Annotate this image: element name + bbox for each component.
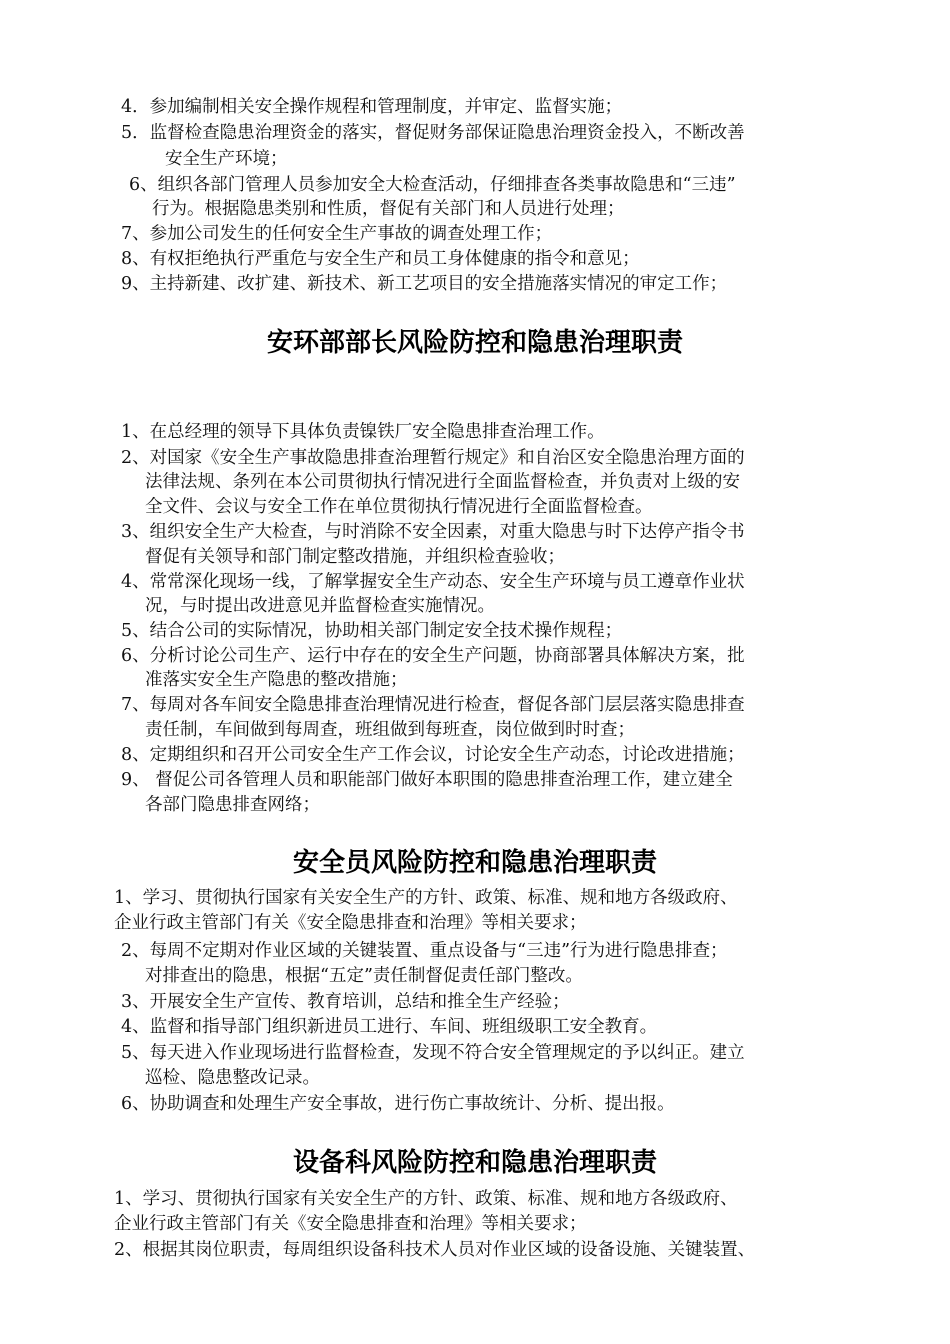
section-title-safety-dept-head: 安环部部长风险防控和隐患治理职责 <box>266 328 683 358</box>
s3-item-2: 2、根据其岗位职责，每周组织设备科技术人员对作业区域的设备设施、关键装置、 <box>114 1240 756 1260</box>
s2-item-2-cont: 对排查出的隐患，根据“五定”责任制督促责任部门整改。 <box>145 966 583 986</box>
s2-item-2: 2、每周不定期对作业区域的关键装置、重点设备与“三违”行为进行隐患排查； <box>121 941 728 961</box>
s0-item-9: 9、主持新建、改扩建、新技术、新工艺项目的安全措施落实情况的审定工作； <box>121 274 728 294</box>
s1-item-2: 2、对国家《安全生产事故隐患排查治理暂行规定》和自治区安全隐患治理方面的 <box>121 448 745 468</box>
s0-item-5-cont: 安全生产环境； <box>165 149 288 169</box>
s1-item-4-cont: 况，与时提出改进意见并监督检查实施情况。 <box>145 596 495 616</box>
s0-item-6-cont: 行为。根据隐患类别和性质，督促有关部门和人员进行处理； <box>152 199 625 219</box>
s1-item-6: 6、分析讨论公司生产、运行中存在的安全生产问题，协商部署具体解决方案，批 <box>121 646 745 666</box>
s1-item-7-cont: 责任制，车间做到每周查，班组做到每班查，岗位做到时时查； <box>145 720 635 740</box>
s1-item-4: 4、常常深化现场一线，了解掌握安全生产动态、安全生产环境与员工遵章作业状 <box>121 572 745 592</box>
s1-item-3: 3、组织安全生产大检查，与时消除不安全因素，对重大隐患与时下达停产指令书 <box>121 522 745 542</box>
s0-item-7: 7、参加公司发生的任何安全生产事故的调查处理工作； <box>121 224 553 244</box>
s0-item-5: 5．监督检查隐患治理资金的落实，督促财务部保证隐患治理资金投入，不断改善 <box>121 123 745 143</box>
s1-item-9-cont: 各部门隐患排查网络； <box>145 795 320 815</box>
s0-item-6: 6、组织各部门管理人员参加安全大检查活动，仔细排查各类事故隐患和“三违” <box>129 175 736 195</box>
s2-item-6: 6、协助调查和处理生产安全事故，进行伤亡事故统计、分析、提出报。 <box>121 1094 675 1114</box>
s0-item-8: 8、有权拒绝执行严重危与安全生产和员工身体健康的指令和意见； <box>121 249 640 269</box>
section-title-equipment-dept: 设备科风险防控和隐患治理职责 <box>292 1148 657 1178</box>
s3-item-1-cont: 企业行政主管部门有关《安全隐患排查和治理》等相关要求； <box>114 1214 587 1234</box>
s1-item-7: 7、每周对各车间安全隐患排查治理情况进行检查，督促各部门层层落实隐患排查 <box>121 695 745 715</box>
s2-item-5: 5、每天进入作业现场进行监督检查，发现不符合安全管理规定的予以纠正。建立 <box>121 1043 745 1063</box>
s1-item-2-cont: 法律法规、条列在本公司贯彻执行情况进行全面监督检查，并负责对上级的安 <box>145 472 740 492</box>
s1-item-6-cont: 准落实安全生产隐患的整改措施； <box>145 670 408 690</box>
s1-item-9: 9、 督促公司各管理人员和职能部门做好本职围的隐患排查治理工作，建立建全 <box>121 770 733 790</box>
s2-item-1: 1、学习、贯彻执行国家有关安全生产的方针、政策、标准、规和地方各级政府、 <box>114 888 738 908</box>
s2-item-5-cont: 巡检、隐患整改记录。 <box>145 1068 320 1088</box>
s3-item-1: 1、学习、贯彻执行国家有关安全生产的方针、政策、标准、规和地方各级政府、 <box>114 1189 738 1209</box>
s2-item-4: 4、监督和指导部门组织新进员工进行、车间、班组级职工安全教育。 <box>121 1017 658 1037</box>
s1-item-2-cont: 全文件、会议与安全工作在单位贯彻执行情况进行全面监督检查。 <box>145 497 653 517</box>
s1-item-5: 5、结合公司的实际情况，协助相关部门制定安全技术操作规程； <box>121 621 623 641</box>
s2-item-1-cont: 企业行政主管部门有关《安全隐患排查和治理》等相关要求； <box>114 913 587 933</box>
section-title-safety-officer: 安全员风险防控和隐患治理职责 <box>292 848 657 878</box>
s1-item-1: 1、在总经理的领导下具体负责镍铁厂安全隐患排查治理工作。 <box>121 422 605 442</box>
s0-item-4: 4．参加编制相关安全操作规程和管理制度，并审定、监督实施； <box>121 97 623 117</box>
s2-item-3: 3、开展安全生产宣传、教育培训，总结和推全生产经验； <box>121 992 570 1012</box>
s1-item-8: 8、定期组织和召开公司安全生产工作会议，讨论安全生产动态，讨论改进措施； <box>121 745 745 765</box>
s1-item-3-cont: 督促有关领导和部门制定整改措施，并组织检查验收； <box>145 547 565 567</box>
